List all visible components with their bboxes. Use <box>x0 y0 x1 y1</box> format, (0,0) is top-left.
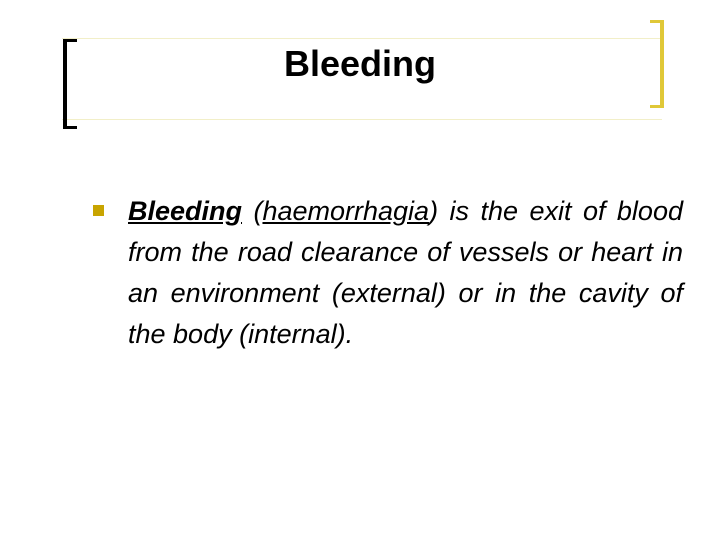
bullet-paragraph <box>128 191 683 355</box>
decorative-guide-line-top <box>62 38 662 39</box>
bullet-term: Bleeding <box>128 196 243 226</box>
title-area <box>0 0 720 140</box>
right-bracket-decoration <box>650 20 664 108</box>
bullet-latin-term: haemorrhagia <box>262 196 430 226</box>
left-bracket-decoration <box>63 39 77 129</box>
bullet-rest-text: ) is the exit of blood from the road clearance of vessels or heart in an environment (external) or in the cavity of the body (internal). <box>128 196 683 349</box>
slide-title: Bleeding <box>283 43 436 84</box>
decorative-guide-line-bottom <box>62 119 662 120</box>
square-bullet-icon <box>93 205 104 216</box>
bullet-term-gap: ( <box>242 196 263 226</box>
